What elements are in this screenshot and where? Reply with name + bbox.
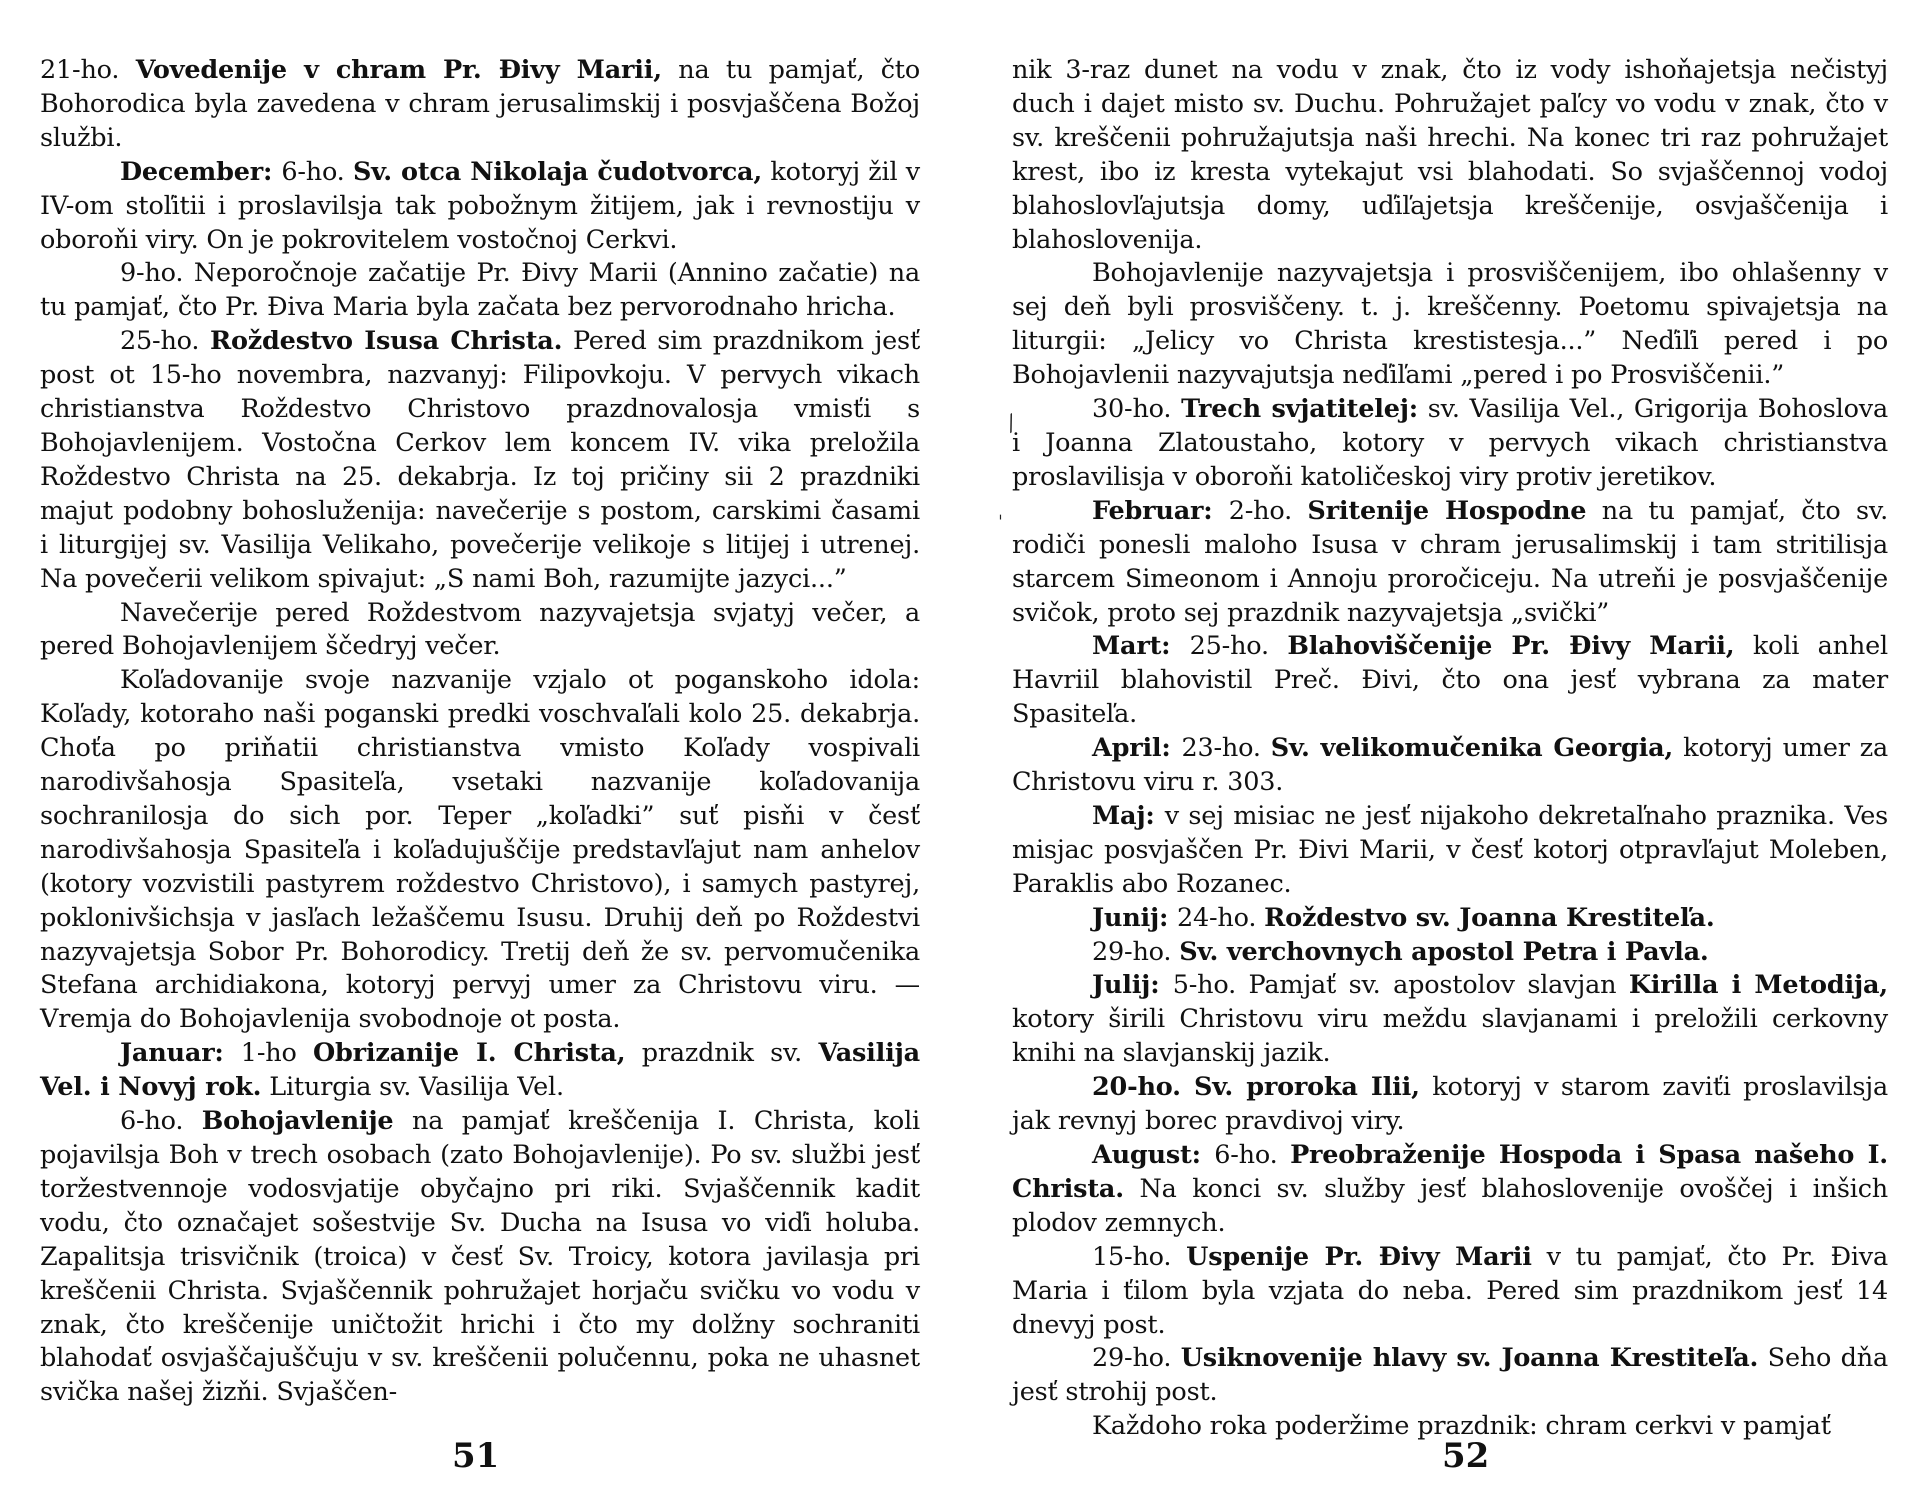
text-run: Liturgia sv. Vasilija Vel. — [261, 1072, 564, 1103]
scan-mark-slash: ⁄ — [1003, 412, 1020, 437]
bold-text-run: Vasilija Vel. i Novyj rok. — [40, 1038, 920, 1103]
text-run: 25-ho. — [120, 326, 210, 357]
paragraph — [1012, 495, 1888, 631]
text-run: 25-ho. — [1189, 631, 1288, 662]
bold-text-run: Sv. otca Nikolaja čudotvorca, — [352, 156, 763, 187]
text-run: v tu pamjať, čto Pr. Điva Maria i ťilom byla vzjata do neba. Pered sim prazdnikom jesť 14 dnevyj post. — [1012, 1241, 1889, 1340]
text-run: Navečerije pered Roždestvom nazyvajetsja svjatyj večer, a pered Bohojavlenijem ščedryj večer. — [40, 597, 920, 662]
text-run: Koľadovanije svoje nazvanije vzjalo ot poganskoho idola: Koľady, kotoraho naši poganski predki voschvaľali kolo 25. dekabrja. Choťa po priňatii christianstva vmisto Koľady vospivali narodivšahosja Spasiteľa, vsetaki nazvanije koľadovanija sochranilosja do sich por. Teper „koľadki” suť pisňi v česť narodivšahosja Spasiteľa i koľadujuščije predstavľajut nam anhelov (kotory vozvistili pastyrem roždestvo Christovo), i samych pastyrej, poklonivšichsja v jasľach ležaščemu Isusu. Druhij deň po Roždestvi nazyvajetsja Sobor Pr. Bohorodicy. Tretij deň že sv. pervomučenika Stefana archidiakona, kotoryj pervyj umer za Christovu viru. — Vremja do Bohojavlenija svobodnoje ot posta. — [40, 665, 920, 1035]
bold-text-run: Junij: — [1092, 902, 1177, 933]
text-run: 23-ho. — [1181, 733, 1271, 764]
text-run: 21-ho. — [40, 55, 136, 85]
paragraph — [1012, 1241, 1888, 1343]
text-run: nik 3-raz dunet na vodu v znak, čto iz vody ishoňajetsja nečistyj duch i dajet misto sv. Duchu. Pohružajet paľcy vo vodu v znak, čto v sv. kreščenii pohružajutsja naši hrechi. Na konec tri raz pohružajet krest, ibo iz kresta vytekajut vsi blahodati. So svjaščennoj vodoj blahoslovľajutsja domy, uďiľajetsja kreščenije, osvjaščenija i blahoslovenija. — [1012, 55, 1888, 255]
paragraph — [40, 54, 920, 156]
bold-text-run: Vovedenije v chram Pr. Đivy Marii, — [135, 55, 662, 85]
right-page — [956, 0, 1912, 1500]
bold-text-run: Blahoviščenije Pr. Đivy Marii, — [1287, 631, 1735, 662]
text-run: 1-ho — [240, 1038, 313, 1069]
text-run: prazdnik sv. — [625, 1038, 819, 1069]
text-run: kotoryj v starom zaviťi proslavilsja jak revnyj borec pravdivoj viry. — [1012, 1072, 1889, 1137]
text-run: na tu pamjať, čto sv. rodiči ponesli maloho Isusa v chram jerusalimskij i tam stritilisja starcem Simeonom i Annoju proročiceju. Na utreňi je posvjaščenije svičok, proto sej prazdnik nazyvajetsja „svički” — [1012, 495, 1888, 628]
bold-text-run: Obrizanije I. Christa, — [313, 1038, 626, 1069]
bold-text-run: 20-ho. Sv. proroka Ilii, — [1092, 1072, 1420, 1103]
bold-text-run: Uspenije Pr. Đivy Marii — [1186, 1241, 1532, 1272]
bold-text-run: August: — [1092, 1140, 1215, 1170]
bold-text-run: Roždestvo sv. Joanna Krestiteľa. — [1264, 902, 1715, 933]
text-run: Na konci sv. služby jesť blahoslovenije ovoščej i inšich plodov zemnych. — [1012, 1173, 1888, 1238]
paragraph — [1012, 732, 1888, 800]
paragraph — [40, 1105, 920, 1410]
text-run: Každoho roka poderžime prazdnik: chram cerkvi v pamjať — [1092, 1411, 1831, 1442]
bold-text-run: December: — [120, 156, 282, 187]
text-run: 30-ho. — [1092, 394, 1182, 425]
scan-mark-tick: ˈ — [998, 512, 1003, 533]
bold-text-run: Usiknovenije hlavy sv. Joanna Krestiteľa. — [1180, 1343, 1759, 1374]
bold-text-run: Februar: — [1092, 495, 1229, 526]
bold-text-run: Sritenije Hospodne — [1307, 495, 1587, 526]
bold-text-run: Maj: — [1092, 800, 1165, 831]
paragraph — [1012, 1139, 1888, 1241]
paragraph — [1012, 54, 1888, 257]
text-run: 15-ho. — [1092, 1241, 1187, 1272]
text-run: sv. Vasilija Vel., Grigorija Bohoslova i Joanna Zlatoustaho, kotory v pervych vikach christianstva proslavilisja v oboroňi katoličeskoj viry protiv jeretikov. — [1012, 394, 1888, 492]
text-run: na tu pamjať, čto Bohorodica byla zavedena v chram jerusalimskij i posvjaščena Božoj službi. — [40, 55, 921, 153]
text-run: 6-ho. — [281, 156, 353, 187]
paragraph — [1012, 1071, 1888, 1139]
text-run: 29-ho. — [1092, 1343, 1181, 1374]
paragraph — [1012, 393, 1888, 495]
paragraph — [1012, 902, 1888, 936]
text-run: 9-ho. Neporočnoje začatije Pr. Đivy Marii (Annino začatie) na tu pamjať, čto Pr. Điva Maria byla začata bez pervorodnaho hricha. — [40, 258, 920, 323]
bold-text-run: Roždestvo Isusa Christa. — [209, 326, 563, 357]
left-page-number: 51 — [452, 1436, 500, 1476]
paragraph — [1012, 969, 1888, 1071]
right-page-text — [1012, 54, 1888, 1444]
text-run: Bohojavlenije nazyvajetsja i prosviščenijem, ibo ohlašenny v sej deň byli prosviščeny. t. j. kreščenny. Poetomu spivajetsja na liturgii: „Jelicy vo Christa krestistesja...” Neďiľi pered i po Bohojavlenii nazyvajutsja neďiľami „pered i po Prosviščenii.” — [1012, 258, 1888, 391]
paragraph — [1012, 800, 1888, 902]
bold-text-run: April: — [1092, 733, 1182, 764]
text-run: 2-ho. — [1228, 495, 1308, 526]
text-run: v sej misiac ne jesť nijakoho dekretaľnaho praznika. Ves misjac posvjaščen Pr. Đivi Marii, v česť kotorj otpravľajut Moleben, Paraklis abo Rozanec. — [1012, 800, 1888, 899]
paragraph — [40, 1037, 920, 1105]
bold-text-run: Trech svjatitelej: — [1181, 394, 1418, 425]
paragraph — [1012, 257, 1888, 393]
text-run: 6-ho. — [120, 1106, 202, 1137]
text-run: 6-ho. — [1214, 1140, 1291, 1170]
left-page-text — [40, 54, 920, 1410]
text-run: na pamjať kreščenija I. Christa, koli pojavilsja Boh v trech osobach (zato Bohojavlenije). Po sv. službi jesť toržestvennoje vodosvjatije obyčajno pri riki. Svjaščennik kadit vodu, čto označajet sošestvije Sv. Ducha na Isusa vo viďi holuba. Zapalitsja trisvičnik (troica) v česť Sv. Troicy, kotora javilasja pri kreščenii Christa. Svjaščennik pohružajet horjaču svičku vo vodu v znak, čto kreščenije uničtožit hrichi i čto my dolžny sochraniti blahodať osvjaščajuščuju v sv. kreščenii polučennu, poka ne uhasnet svička našej žizňi. Svjaščen- — [40, 1106, 920, 1408]
paragraph — [40, 664, 920, 1037]
text-run: kotoryj žil v IV-om stoľitii i proslavilsja tak pobožnym žitijem, jak i revnostiju v oboroňi viry. On je pokrovitelem vostočnoj Cerkvi. — [40, 156, 920, 255]
bold-text-run: Kirilla i Metodija, — [1628, 970, 1888, 1001]
bold-text-run: Sv. verchovnych apostol Petra i Pavla. — [1179, 936, 1709, 967]
paragraph — [40, 257, 920, 325]
bold-text-run: Mart: — [1092, 631, 1190, 662]
paragraph — [1012, 630, 1888, 732]
paragraph — [1012, 1342, 1888, 1410]
text-run: kotoryj umer za Christovu viru r. 303. — [1012, 733, 1888, 798]
text-run: Seho dňa jesť strohij post. — [1012, 1343, 1889, 1408]
paragraph — [40, 597, 920, 665]
bold-text-run: Bohojavlenije — [201, 1106, 394, 1137]
text-run: koli anhel Havriil blahovistil Preč. Đivi, čto ona jesť vybrana za mater Spasiteľa. — [1012, 631, 1888, 730]
bold-text-run: Preobraženije Hospoda i Spasa našeho I. Christa. — [1012, 1140, 1888, 1204]
bold-text-run: Sv. velikomučenika Georgia, — [1270, 733, 1674, 764]
text-run: 5-ho. Pamjať sv. apostolov slavjan — [1172, 970, 1629, 1001]
text-run: Pered sim prazdnikom jesť post ot 15-ho novembra, nazvanyj: Filipovkoju. V pervych vikach christianstva Roždestvo Christovo prazdnovalosja vmisťi s Bohojavlenijem. Vostočna Cerkov lem koncem IV. vika preložila Roždestvo Christa na 25. dekabrja. Iz toj pričiny sii 2 prazdniki majut podobny bohosluženija: navečerije s postom, carskimi časami i liturgijej sv. Vasilija Velikaho, povečerije velikoje s litijej i utrenej. Na povečerii velikom spivajut: „S nami Boh, razumijte jazyci...” — [40, 326, 920, 594]
paragraph — [40, 325, 920, 596]
text-run: kotory širili Christovu viru meždu slavjanami i preložili cerkovny knihi na slavjanskij jazik. — [1012, 1004, 1888, 1069]
paragraph — [40, 156, 920, 258]
text-run: 29-ho. — [1092, 936, 1180, 967]
bold-text-run: Julij: — [1092, 970, 1173, 1001]
paragraph — [1012, 936, 1888, 970]
right-page-number: 52 — [1442, 1436, 1490, 1476]
text-run: 24-ho. — [1176, 902, 1265, 933]
bold-text-run: Januar: — [120, 1038, 241, 1069]
